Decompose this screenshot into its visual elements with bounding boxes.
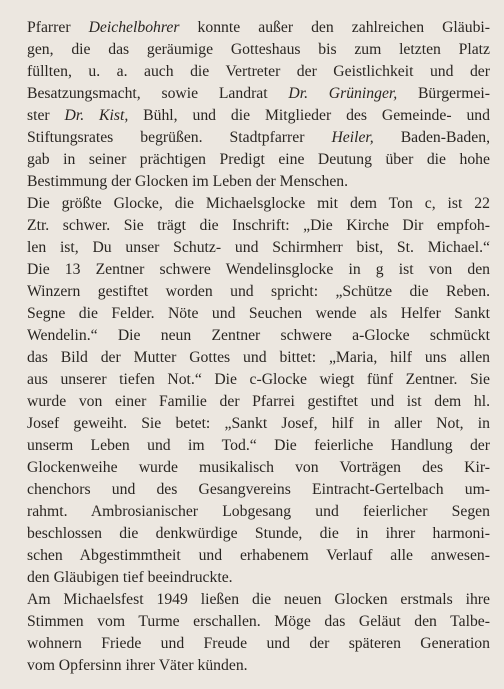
text-segment: vom Opfersinn ihrer Väter künden. — [27, 657, 248, 674]
text-line — [27, 369, 490, 391]
text-segment: Winzern gestiftet worden und spricht: „Schütze die Reben. — [27, 283, 490, 300]
text-line — [27, 281, 490, 303]
italic-name: Deichelbohrer — [88, 19, 180, 36]
text-line — [27, 479, 490, 501]
text-segment: Bürgermei- — [397, 85, 490, 102]
text-segment: chenchors und des Gesangvereins Eintracht-Gertelbach um- — [27, 481, 490, 498]
text-segment: Stimmen vom Turme erschallen. Möge das Geläut den Talbe- — [27, 613, 490, 630]
text-segment: Am Michaelsfest 1949 ließen die neuen Glocken erstmals ihre — [27, 591, 490, 608]
text-segment: Glockenweihe wurde musikalisch von Vorträgen des Kir- — [27, 459, 490, 476]
text-line — [27, 501, 490, 523]
text-line — [27, 17, 490, 39]
italic-name: Heiler, — [331, 129, 374, 146]
paragraph — [27, 193, 490, 589]
text-line — [27, 215, 490, 237]
text-line — [27, 105, 490, 127]
text-line — [27, 391, 490, 413]
text-segment: das Bild der Mutter Gottes und bittet: „Maria, hilf uns allen — [27, 349, 490, 366]
text-line — [27, 633, 490, 655]
text-segment: Ztr. schwer. Sie trägt die Inschrift: „Die Kirche Dir empfoh- — [27, 217, 490, 234]
text-segment: beschlossen die denkwürdige Stunde, die in ihrer harmoni- — [27, 525, 490, 542]
text-segment: Bühl, und die Mitglieder des Gemeinde- und — [128, 107, 490, 124]
italic-name: Dr. Grüninger, — [288, 85, 398, 102]
text-segment: schen Abgestimmtheit und erhabenem Verlauf alle anwesen- — [27, 547, 490, 564]
text-line — [27, 457, 490, 479]
text-segment: wurde von einer Familie der Pfarrei gestiftet und ist dem hl. — [27, 393, 490, 410]
text-segment: Segne die Felder. Nöte und Seuchen wende als Helfer Sankt — [27, 305, 490, 322]
text-line — [27, 435, 490, 457]
text-line — [27, 171, 490, 193]
text-segment: unserm Leben und im Tod.“ Die feierliche Handlung der — [27, 437, 490, 454]
text-line — [27, 61, 490, 83]
text-line — [27, 413, 490, 435]
text-segment: füllten, u. a. auch die Vertreter der Geistlichkeit und der — [27, 63, 490, 80]
text-line — [27, 83, 490, 105]
text-segment: gen, die das geräumige Gotteshaus bis zum letzten Platz — [27, 41, 490, 58]
text-segment: Wendelin.“ Die neun Zentner schwere a-Glocke schmückt — [27, 327, 490, 344]
text-segment: Josef geweiht. Sie betet: „Sankt Josef, hilf in aller Not, in — [27, 415, 490, 432]
text-segment: Baden-Baden, — [373, 129, 490, 146]
text-line — [27, 545, 490, 567]
text-line — [27, 347, 490, 369]
text-segment: Bestimmung der Glocken im Leben der Menschen. — [27, 173, 349, 190]
text-segment: den Gläubigen tief beeindruckte. — [27, 569, 233, 586]
text-segment: len ist, Du unser Schutz- und Schirmherr bist, St. Michael.“ — [27, 239, 490, 256]
text-segment: Die 13 Zentner schwere Wendelinsglocke in g ist von den — [27, 261, 490, 278]
text-line — [27, 39, 490, 61]
text-line — [27, 127, 490, 149]
text-line — [27, 589, 490, 611]
text-line — [27, 193, 490, 215]
text-line — [27, 303, 490, 325]
text-segment: gab in seiner prächtigen Predigt eine Deutung über die hohe — [27, 151, 490, 168]
text-segment: Besatzungsmacht, sowie Landrat — [27, 85, 289, 102]
text-segment: Pfarrer — [27, 19, 89, 36]
text-line — [27, 611, 490, 633]
paragraph — [27, 17, 490, 193]
italic-name: Dr. Kist, — [64, 107, 129, 124]
text-segment: aus unserer tiefen Not.“ Die c-Glocke wiegt fünf Zentner. Sie — [27, 371, 490, 388]
text-segment: konnte außer den zahlreichen Gläubi- — [179, 19, 490, 36]
paragraph — [27, 589, 490, 677]
text-segment: Stiftungsrates begrüßen. Stadtpfarrer — [27, 129, 332, 146]
body-text — [27, 17, 490, 677]
text-segment: rahmt. Ambrosianischer Lobgesang und feierlicher Segen — [27, 503, 490, 520]
text-segment: ster — [27, 107, 65, 124]
text-segment: wohnern Friede und Freude und der späteren Generation — [27, 635, 490, 652]
text-line — [27, 325, 490, 347]
text-line — [27, 149, 490, 171]
text-line — [27, 237, 490, 259]
text-line — [27, 567, 490, 589]
text-segment: Die größte Glocke, die Michaelsglocke mit dem Ton c, ist 22 — [27, 195, 490, 212]
text-line — [27, 259, 490, 281]
text-line — [27, 523, 490, 545]
text-line — [27, 655, 490, 677]
